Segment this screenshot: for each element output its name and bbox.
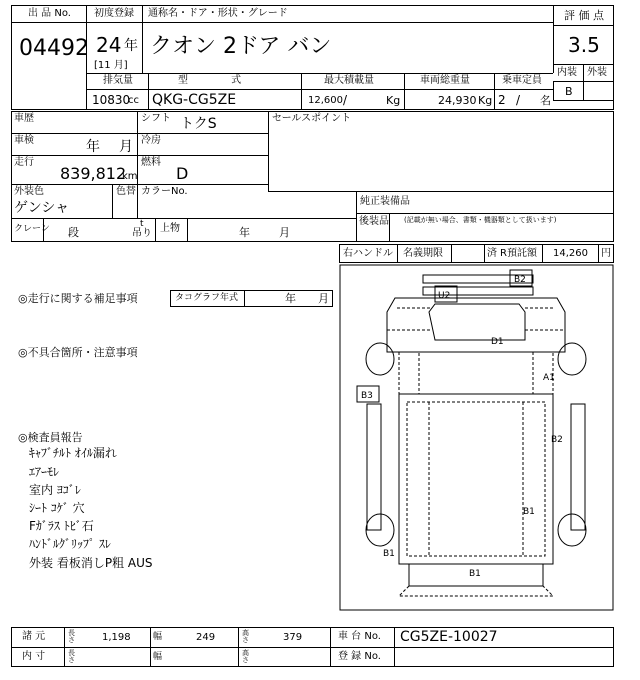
recycle-label: 済 (487, 248, 497, 259)
length-label: 長さ (68, 629, 75, 644)
exterior-label: 外装 (587, 67, 607, 78)
ac-label: 冷房 (141, 135, 161, 146)
diagram-mark: B2 (514, 275, 526, 285)
max-load-value: 12,600 (308, 95, 343, 106)
diagram-mark: B2 (551, 435, 563, 445)
fuel-value: D (176, 164, 189, 183)
displacement-unit: cc (128, 95, 139, 106)
gross-weight-value: 24,930 (438, 94, 477, 107)
inner-height-label: 高さ (242, 649, 249, 664)
capacity-unit: 名 (540, 94, 551, 107)
gross-weight-unit: Kg (478, 94, 493, 107)
body-mount-label: 上物 (160, 223, 180, 234)
inspector-item: 室内 ﾖｺﾞﾚ (29, 483, 81, 497)
body-mount-year-unit: 年 (239, 226, 250, 239)
fuel-label: 燃料 (141, 157, 161, 168)
inner-label: 内 寸 (22, 651, 46, 662)
diagram-mark: D1 (491, 337, 504, 347)
crane-ton-unit: t (140, 219, 144, 229)
inspector-item: ｷｬﾌﾞﾁﾙﾄ ｵｲﾙ漏れ (29, 446, 117, 460)
displacement-label: 排気量 (103, 75, 133, 86)
crane-hook-unit: 吊り (132, 228, 152, 239)
crane-stage-unit: 段 (68, 226, 79, 239)
front-left-wheel (366, 343, 394, 375)
tachograph-month-unit: 月 (318, 292, 329, 305)
inner-width-label: 幅 (153, 652, 163, 662)
chassis-no: CG5ZE-10027 (400, 629, 498, 645)
r-deposit-value: 14,260 (553, 248, 588, 259)
tachograph-year-unit: 年 (285, 292, 296, 305)
tachograph-label: タコグラフ年式 (175, 293, 239, 303)
capacity-value: 2 (498, 93, 506, 107)
inspector-item: ﾊﾝﾄﾞﾙｸﾞﾘｯﾌﾟ ｽﾚ (29, 537, 111, 551)
first-reg-year: 24 (96, 33, 122, 57)
displacement-value: 10830 (92, 93, 131, 107)
cargo-body (399, 394, 553, 564)
height-label: 高さ (242, 629, 249, 644)
aftermarket-label: 後装品 (359, 216, 389, 227)
model-label: 型 式 (178, 75, 262, 86)
interior-label: 内装 (557, 67, 577, 78)
aftermarket-note: (記載が無い場合、書類・機器類として扱います) (404, 216, 557, 224)
genuine-equipment-label: 純正装備品 (360, 196, 410, 207)
inspection-month-unit: 月 (119, 139, 133, 155)
capacity-label: 乗車定員 (502, 75, 542, 86)
shift-value: トクS (180, 116, 217, 132)
car-name-label: 通称名・ドア・形状・グレード (148, 8, 288, 19)
right-hand-label: 右ハンドル (343, 248, 393, 259)
inspector-item: ｴｱｰﾓﾚ (29, 465, 60, 479)
driving-notes-label: ◎走行に関する補足事項 (18, 292, 138, 305)
gross-weight-label: 車両総重量 (420, 75, 470, 86)
color-code-label: カラーNo. (141, 186, 188, 197)
right-side-panel (571, 404, 585, 530)
defects-label: ◎不具合箇所・注意事項 (18, 346, 138, 359)
inspection-year-unit: 年 (86, 139, 100, 155)
max-load-unit: Kg (386, 94, 401, 107)
height-value: 379 (283, 632, 303, 643)
interior-grade: B (565, 85, 573, 98)
rating-value: 3.5 (568, 33, 600, 57)
inner-length-label: 長さ (68, 649, 75, 664)
exterior-color-label: 外装色 (14, 186, 44, 197)
diagram-mark: B1 (383, 549, 395, 559)
vehicle-damage-diagram (339, 264, 614, 611)
windshield (429, 304, 525, 340)
model-value: QKG-CG5ZE (152, 92, 237, 108)
length-value: 1,198 (102, 632, 131, 643)
inspector-item: 外装 看板消しP粗 AUS (29, 556, 153, 570)
history-label: 車歴 (14, 113, 34, 124)
car-name: クオン 2ドア バン (150, 34, 332, 59)
spec-label: 諸 元 (22, 631, 46, 642)
mileage-label: 走行 (14, 157, 34, 168)
r-deposit-unit: 円 (601, 248, 611, 259)
inspector-item: ｼｰﾄ ｺｹﾞ 穴 (29, 501, 85, 515)
diagram-mark: U2 (438, 291, 451, 301)
first-reg-month: [11 月] (94, 60, 128, 71)
width-label: 幅 (153, 632, 163, 642)
diagram-mark: A1 (543, 373, 555, 383)
lot-no: 04492 (19, 36, 89, 61)
r-deposit-label: R預託額 (500, 248, 537, 259)
crane-label: クレーン (14, 224, 50, 234)
chassis-label: 車 台 No. (338, 631, 381, 642)
inspection-label: 車検 (14, 135, 34, 146)
sales-point-label: セールスポイント (272, 113, 352, 124)
color-no-label: 色替 (116, 186, 136, 197)
cab-outline (387, 298, 565, 352)
registration-label: 登 録 No. (338, 651, 381, 662)
exterior-color-value: ゲンシャ (14, 200, 70, 216)
first-reg-year-unit: 年 (124, 38, 138, 54)
inspector-label: ◎検査員報告 (18, 431, 83, 444)
lot-no-label: 出 品 No. (28, 8, 71, 19)
max-load-sep: / (343, 93, 348, 107)
inspector-item: Fｶﾞﾗｽ ﾄﾋﾞ石 (29, 519, 94, 533)
mileage-value: 839,812 (60, 164, 127, 183)
left-side-panel (367, 404, 381, 530)
max-load-label: 最大積載量 (324, 75, 374, 86)
diagram-mark: B3 (361, 391, 373, 401)
capacity-sep: / (516, 93, 521, 107)
name-change-label: 名義期限 (403, 248, 443, 259)
diagram-mark: B1 (523, 507, 535, 517)
width-value: 249 (196, 632, 216, 643)
shift-label: シフト (141, 113, 171, 124)
front-right-wheel (558, 343, 586, 375)
rating-label: 評 価 点 (564, 9, 604, 22)
first-reg-label: 初度登録 (94, 8, 134, 19)
mileage-unit: km (122, 171, 138, 182)
body-mount-month-unit: 月 (279, 226, 290, 239)
diagram-mark: B1 (469, 569, 481, 579)
